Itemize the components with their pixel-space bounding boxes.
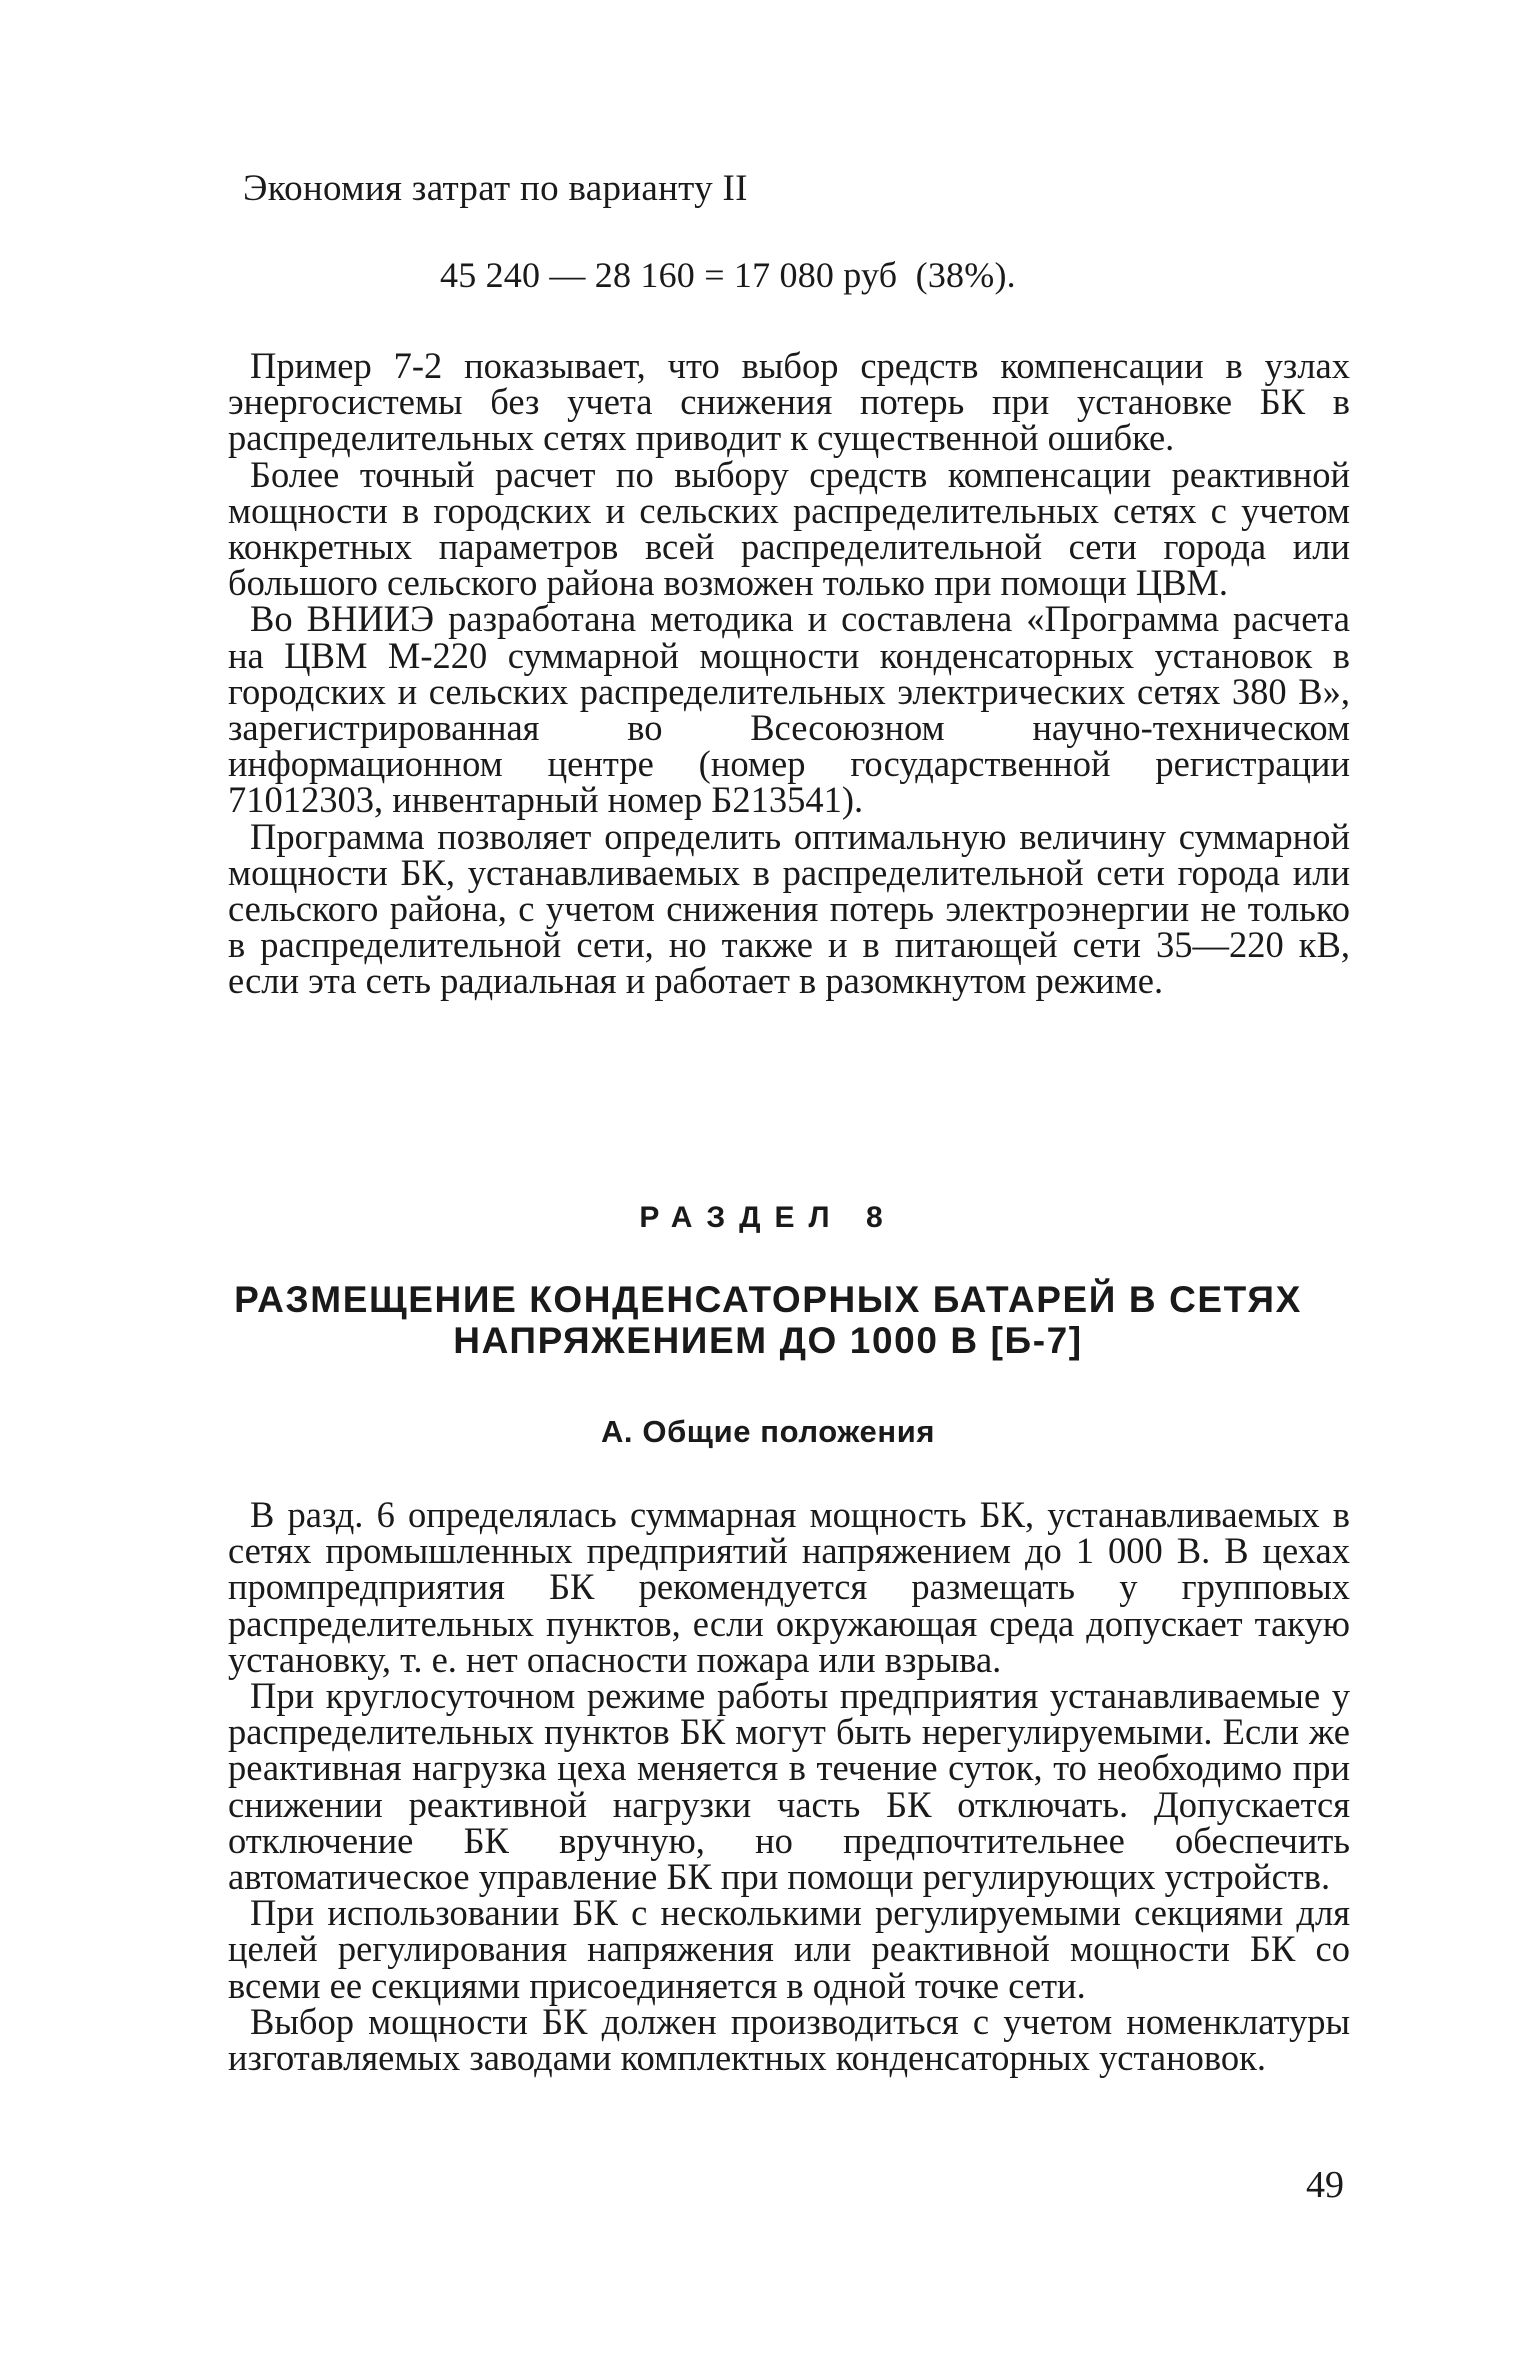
section-label: РАЗДЕЛ 8 bbox=[639, 1201, 897, 1234]
page-number: 49 bbox=[1306, 2164, 1344, 2206]
paragraph: В разд. 6 определялась суммарная мощность БК, устанавливаемых в сетях промышленных предприятий напряжением до 1 000 В. В цехах промпредприятия БК рекомендуется размещать у групповых распределительных пунктов, если окружающая среда допускает такую установку, т. е. нет опасности пожара или взрыва. bbox=[228, 1494, 1350, 1680]
paragraph: Программа позволяет определить оптимальную величину суммарной мощности БК, устанавливаемых в распределительной сети города или сельского района, с учетом снижения потерь электроэнергии не только в распределительной сети, но также и в питающей сети 35—220 кВ, если эта сеть радиальная и работает в разомкнутом режиме. bbox=[228, 815, 1350, 1002]
paragraph: При использовании БК с несколькими регулируемыми секциями для целей регулирования напряжения или реактивной мощности БК со всеми ее секциями присоединяется в одной точке сети. bbox=[228, 1892, 1350, 2006]
paragraph: При круглосуточном режиме работы предприятия устанавливаемые у распределительных пунктов БК могут быть нерегулируемыми. Если же реактивная нагрузка цеха меняется в течение суток, то необходимо при снижении реактивной нагрузки часть БК отключать. Допускается отключение БК вручную, но предпочтительнее обеспечить автоматическое управление БК при помощи регулирующих устройств. bbox=[228, 1675, 1350, 1898]
section-title-line: НАПРЯЖЕНИЕМ ДО 1000 В [Б-7] bbox=[453, 1320, 1083, 1361]
text-block-bottom bbox=[228, 1494, 1350, 2079]
section-title-line: РАЗМЕЩЕНИЕ КОНДЕНСАТОРНЫХ БАТАРЕЙ В СЕТЯХ bbox=[234, 1279, 1302, 1320]
paragraph: Пример 7-2 показывает, что выбор средств компенсации в узлах энергосистемы без учета снижения потерь при установке БК в распределительных сетях приводит к существенной ошибке. bbox=[228, 345, 1350, 459]
subsection-heading: А. Общие положения bbox=[600, 1414, 936, 1449]
paragraph: Во ВНИИЭ разработана методика и составлена «Программа расчета на ЦВМ М-220 суммарной мощности конденсаторных установок в городских и сельских распределительных электрических сетях 380 В», зарегистрированная во Всесоюзном научно-техническом информационном центре (номер государственной регистрации 71012303, инвентарный номер Б213541). bbox=[228, 598, 1350, 821]
text-block-top bbox=[228, 345, 1350, 1002]
paragraph: Выбор мощности БК должен производиться с учетом номенклатуры изготавляемых заводами комплектных конденсаторных установок. bbox=[228, 2000, 1350, 2079]
paragraph: Более точный расчет по выбору средств компенсации реактивной мощности в городских и сельских распределительных сетях с учетом конкретных параметров всей распределительной сети города или большого сельского района возможен только при помощи ЦВМ. bbox=[228, 453, 1350, 604]
section-title bbox=[0, 1279, 1536, 1361]
intro-line: Экономия затрат по варианту II bbox=[243, 168, 748, 209]
savings-formula: 45 240 — 28 160 = 17 080 руб (38%). bbox=[440, 255, 1016, 295]
